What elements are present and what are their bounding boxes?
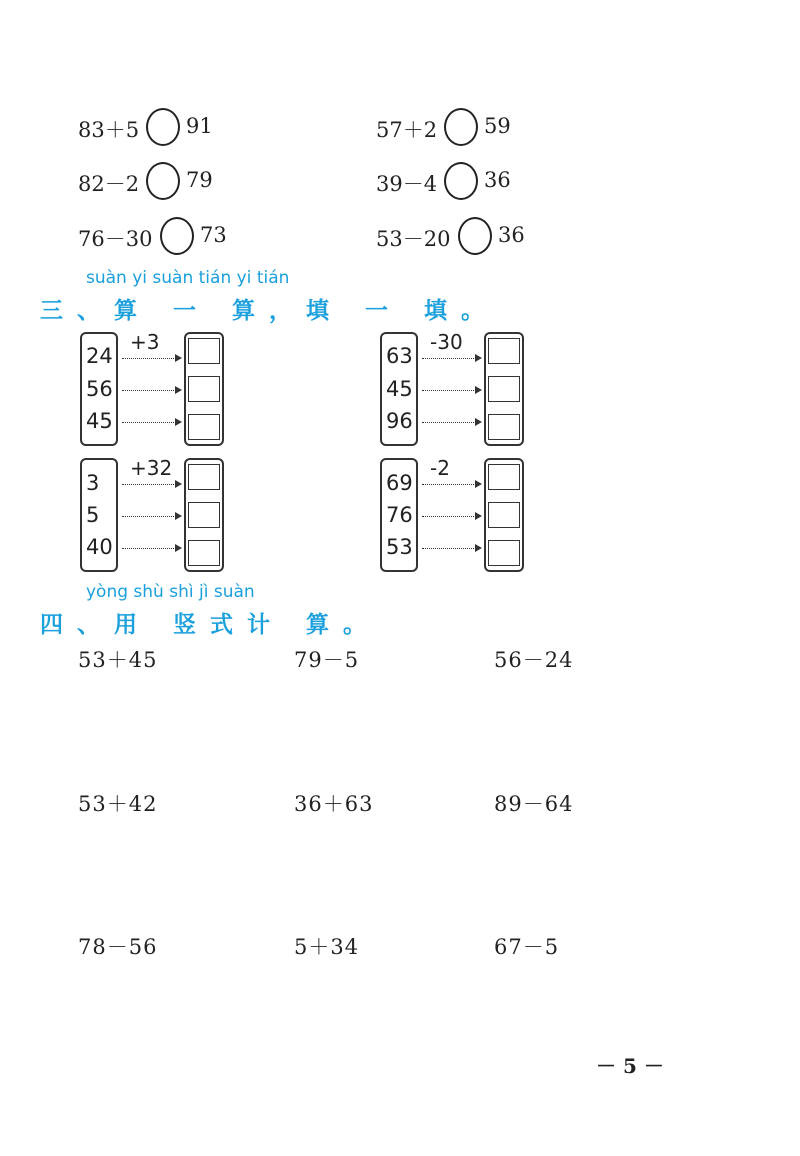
- arrow-icon: [122, 516, 176, 517]
- compare-answer-circle[interactable]: [160, 217, 194, 255]
- answer-cell[interactable]: [188, 414, 220, 440]
- input-number: 63: [386, 344, 413, 368]
- answer-cell[interactable]: [488, 376, 520, 402]
- input-number: 45: [86, 409, 113, 433]
- vertical-problem: 79－5: [294, 648, 360, 672]
- vertical-problem: 67－5: [494, 935, 560, 959]
- vertical-problem: 53＋42: [78, 792, 158, 816]
- compare-answer-circle[interactable]: [146, 108, 180, 146]
- operation-label: -30: [430, 330, 463, 354]
- answer-cell[interactable]: [488, 414, 520, 440]
- input-number: 56: [86, 377, 113, 401]
- compare-answer-circle[interactable]: [444, 108, 478, 146]
- arrow-icon: [122, 422, 176, 423]
- answer-cell[interactable]: [488, 540, 520, 566]
- input-number: 24: [86, 344, 113, 368]
- vertical-problem: 36＋63: [294, 792, 374, 816]
- input-number: 5: [86, 503, 100, 527]
- vertical-problem: 5＋34: [294, 935, 360, 959]
- arrow-icon: [422, 548, 476, 549]
- operation-label: +32: [130, 456, 173, 480]
- operation-label: +3: [130, 330, 160, 354]
- compare-expr: 39－4: [376, 172, 438, 196]
- compare-answer-circle[interactable]: [146, 162, 180, 200]
- arrow-icon: [422, 484, 476, 485]
- answer-cell[interactable]: [488, 502, 520, 528]
- compare-value: 59: [484, 114, 511, 138]
- arrow-icon: [122, 358, 176, 359]
- input-number: 3: [86, 471, 100, 495]
- answer-cell[interactable]: [188, 540, 220, 566]
- compare-expr: 76－30: [78, 227, 153, 251]
- answer-cell[interactable]: [188, 338, 220, 364]
- compare-answer-circle[interactable]: [458, 217, 492, 255]
- answer-cell[interactable]: [188, 502, 220, 528]
- answer-cell[interactable]: [488, 464, 520, 490]
- vertical-problem: 56－24: [494, 648, 574, 672]
- compare-expr: 83＋5: [78, 118, 140, 142]
- answer-cell[interactable]: [188, 376, 220, 402]
- compare-value: 91: [186, 114, 213, 138]
- input-number: 96: [386, 409, 413, 433]
- vertical-problem: 53＋45: [78, 648, 158, 672]
- section4-title: 四、用 竖式计 算。: [40, 612, 381, 638]
- compare-value: 36: [484, 168, 511, 192]
- arrow-icon: [122, 390, 176, 391]
- compare-value: 73: [200, 223, 227, 247]
- arrow-icon: [422, 358, 476, 359]
- compare-answer-circle[interactable]: [444, 162, 478, 200]
- answer-cell[interactable]: [188, 464, 220, 490]
- arrow-icon: [122, 548, 176, 549]
- answer-cell[interactable]: [488, 338, 520, 364]
- vertical-problem: 78－56: [78, 935, 158, 959]
- input-number: 69: [386, 471, 413, 495]
- section3-pinyin: suàn yi suàn tián yi tián: [86, 268, 290, 288]
- input-number: 45: [386, 377, 413, 401]
- compare-value: 79: [186, 168, 213, 192]
- input-number: 40: [86, 535, 113, 559]
- page-number: － 5 －: [596, 1054, 664, 1078]
- section4-pinyin: yòng shù shì jì suàn: [86, 582, 255, 602]
- compare-expr: 57＋2: [376, 118, 438, 142]
- compare-value: 36: [498, 223, 525, 247]
- arrow-icon: [422, 422, 476, 423]
- operation-label: -2: [430, 456, 450, 480]
- input-number: 53: [386, 535, 413, 559]
- arrow-icon: [122, 484, 176, 485]
- input-number: 76: [386, 503, 413, 527]
- section3-title: 三、算 一 算，填 一 填。: [40, 298, 499, 324]
- compare-expr: 53－20: [376, 227, 451, 251]
- vertical-problem: 89－64: [494, 792, 574, 816]
- arrow-icon: [422, 516, 476, 517]
- compare-expr: 82－2: [78, 172, 140, 196]
- arrow-icon: [422, 390, 476, 391]
